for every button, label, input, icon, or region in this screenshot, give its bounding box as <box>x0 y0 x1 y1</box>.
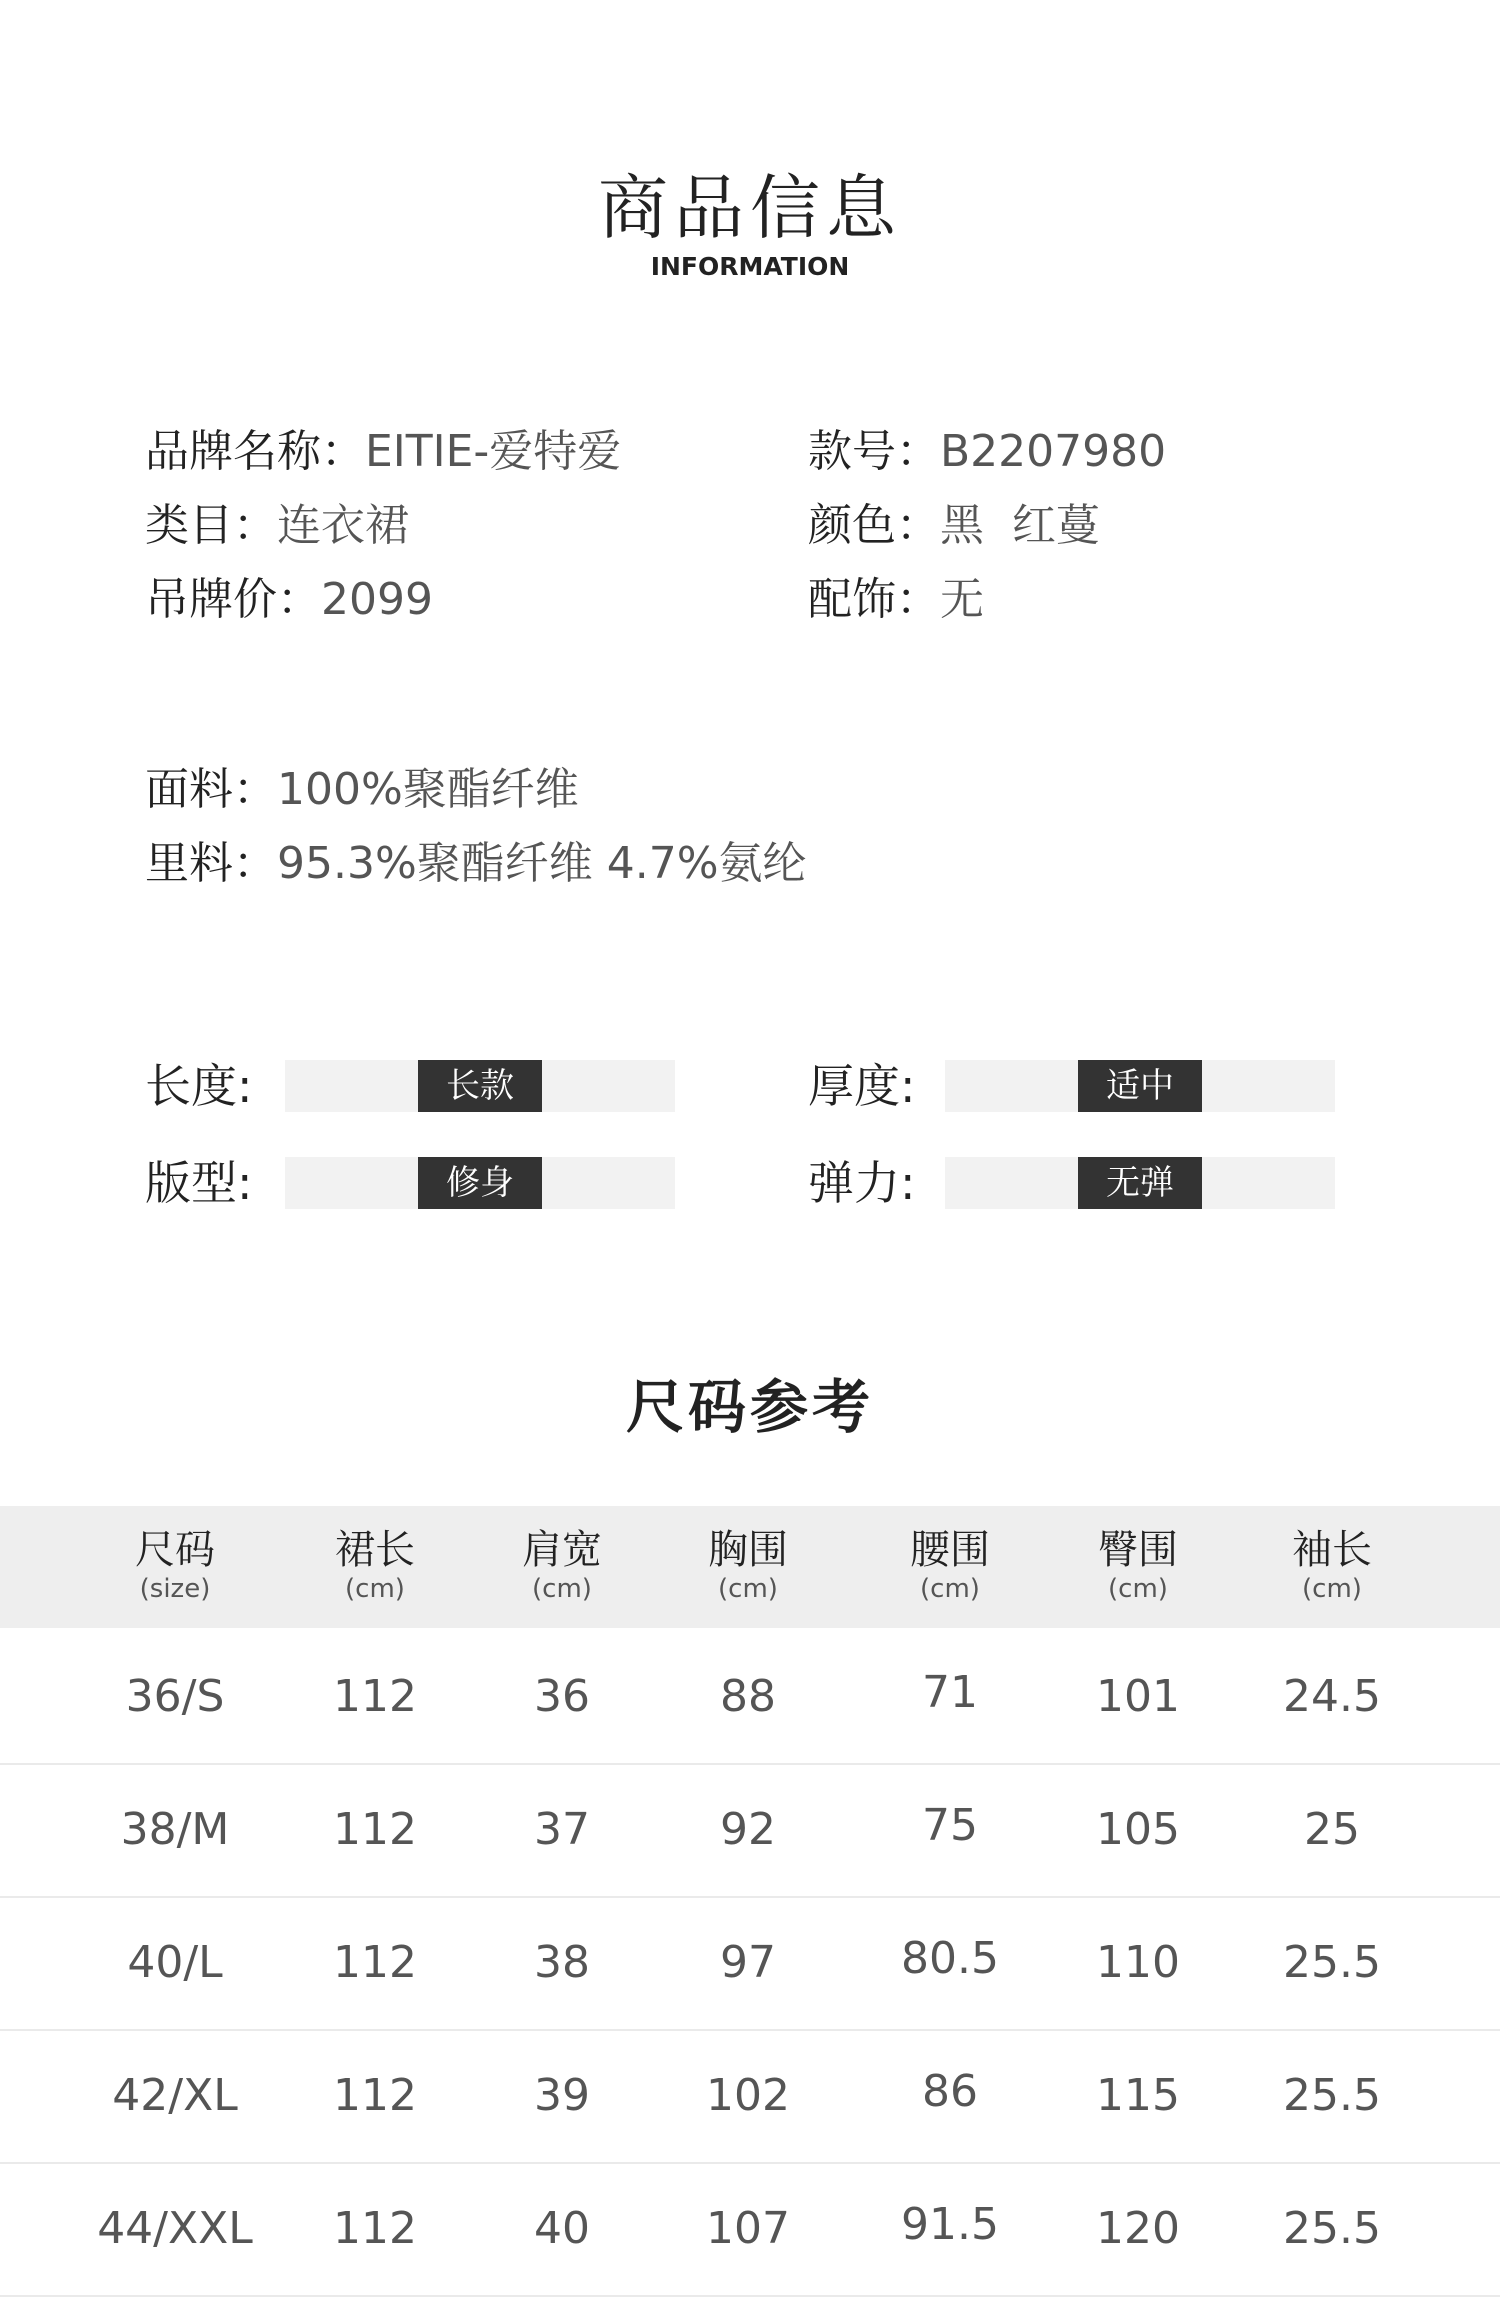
header-unit: (size) <box>139 1574 211 1604</box>
outer-fabric-label: 面料： <box>145 764 277 815</box>
table-cell: 105 <box>1096 1804 1180 1855</box>
header-name: 腰围 <box>910 1527 990 1573</box>
table-cell: 92 <box>720 1804 776 1855</box>
size-chart-title: 尺码参考 <box>625 1373 874 1441</box>
table-row <box>0 2162 1500 2297</box>
table-cell: 112 <box>333 2070 417 2121</box>
length-value: 长款 <box>418 1060 542 1112</box>
table-cell: 38/M <box>120 1804 230 1855</box>
table-cell: 37 <box>534 1804 590 1855</box>
header-unit: (cm) <box>920 1574 980 1604</box>
color-row <box>808 500 1100 552</box>
table-row <box>0 1630 1500 1765</box>
fit-label: 版型: <box>145 1156 253 1210</box>
table-row <box>0 2029 1500 2164</box>
table-cell: 71 <box>922 1667 978 1718</box>
table-cell: 112 <box>333 1804 417 1855</box>
category-value: 连衣裙 <box>277 500 409 551</box>
header-name: 裙长 <box>335 1527 415 1573</box>
table-cell: 40 <box>534 2203 590 2254</box>
table-cell: 112 <box>333 2203 417 2254</box>
style-no-label: 款号： <box>808 426 940 477</box>
fit-value: 修身 <box>418 1157 542 1209</box>
length-label: 长度: <box>145 1059 253 1113</box>
header-name: 臀围 <box>1098 1527 1178 1573</box>
header-unit: (cm) <box>718 1574 778 1604</box>
header-unit: (cm) <box>1302 1574 1362 1604</box>
brand-label: 品牌名称： <box>145 426 365 477</box>
color-value: 黑 红蔓 <box>940 500 1100 551</box>
header-hip <box>1038 1526 1238 1604</box>
table-row <box>0 1763 1500 1898</box>
accessory-row <box>808 574 984 626</box>
table-cell: 91.5 <box>901 2199 999 2250</box>
table-cell: 36/S <box>125 1671 225 1722</box>
table-cell: 25.5 <box>1283 1937 1381 1988</box>
table-cell: 25.5 <box>1283 2203 1381 2254</box>
header-size <box>75 1526 275 1604</box>
category-row <box>145 500 409 552</box>
table-cell: 25 <box>1304 1804 1360 1855</box>
table-cell: 86 <box>922 2066 978 2117</box>
table-cell: 101 <box>1096 1671 1180 1722</box>
lining-fabric-label: 里料： <box>145 838 277 889</box>
brand-value: EITIE-爱特爱 <box>365 426 622 477</box>
table-cell: 75 <box>922 1800 978 1851</box>
header-unit: (cm) <box>1108 1574 1168 1604</box>
lining-fabric-row <box>145 838 807 890</box>
accessory-label: 配饰： <box>808 574 940 625</box>
table-cell: 110 <box>1096 1937 1180 1988</box>
header-name: 胸围 <box>708 1527 788 1573</box>
tag-price-label: 吊牌价： <box>145 574 321 625</box>
header-waist <box>850 1526 1050 1604</box>
table-cell: 107 <box>706 2203 790 2254</box>
header-name: 尺码 <box>135 1527 215 1573</box>
header-sleeve <box>1232 1526 1432 1604</box>
table-cell: 24.5 <box>1283 1671 1381 1722</box>
table-cell: 36 <box>534 1671 590 1722</box>
thickness-value: 适中 <box>1078 1060 1202 1112</box>
table-cell: 25.5 <box>1283 2070 1381 2121</box>
header-unit: (cm) <box>532 1574 592 1604</box>
brand-row <box>145 426 621 478</box>
table-cell: 112 <box>333 1937 417 1988</box>
table-cell: 112 <box>333 1671 417 1722</box>
section-title: 商品信息 <box>598 167 902 249</box>
table-cell: 80.5 <box>901 1933 999 1984</box>
header-shoulder <box>462 1526 662 1604</box>
table-cell: 120 <box>1096 2203 1180 2254</box>
lining-fabric-value: 95.3%聚酯纤维 4.7%氨纶 <box>277 838 807 889</box>
outer-fabric-row <box>145 764 579 816</box>
outer-fabric-value: 100%聚酯纤维 <box>277 764 579 815</box>
elasticity-label: 弹力: <box>808 1156 916 1210</box>
table-row <box>0 1896 1500 2031</box>
tag-price-value: 2099 <box>321 574 433 625</box>
style-no-value: B2207980 <box>940 426 1167 477</box>
table-cell: 38 <box>534 1937 590 1988</box>
table-cell: 40/L <box>127 1937 223 1988</box>
tag-price-row <box>145 574 433 626</box>
elasticity-value: 无弹 <box>1078 1157 1202 1209</box>
table-cell: 115 <box>1096 2070 1180 2121</box>
section-subtitle: INFORMATION <box>650 252 850 281</box>
table-cell: 42/XL <box>112 2070 238 2121</box>
color-label: 颜色： <box>808 500 940 551</box>
table-cell: 88 <box>720 1671 776 1722</box>
header-dress-length <box>275 1526 475 1604</box>
table-cell: 44/XXL <box>97 2203 253 2254</box>
table-cell: 102 <box>706 2070 790 2121</box>
table-cell: 97 <box>720 1937 776 1988</box>
size-table-header <box>0 1506 1500 1628</box>
header-name: 肩宽 <box>522 1527 602 1573</box>
header-unit: (cm) <box>345 1574 405 1604</box>
category-label: 类目： <box>145 500 277 551</box>
style-no-row <box>808 426 1166 478</box>
header-name: 袖长 <box>1292 1527 1372 1573</box>
header-bust <box>648 1526 848 1604</box>
thickness-label: 厚度: <box>808 1059 916 1113</box>
accessory-value: 无 <box>940 574 984 625</box>
table-cell: 39 <box>534 2070 590 2121</box>
